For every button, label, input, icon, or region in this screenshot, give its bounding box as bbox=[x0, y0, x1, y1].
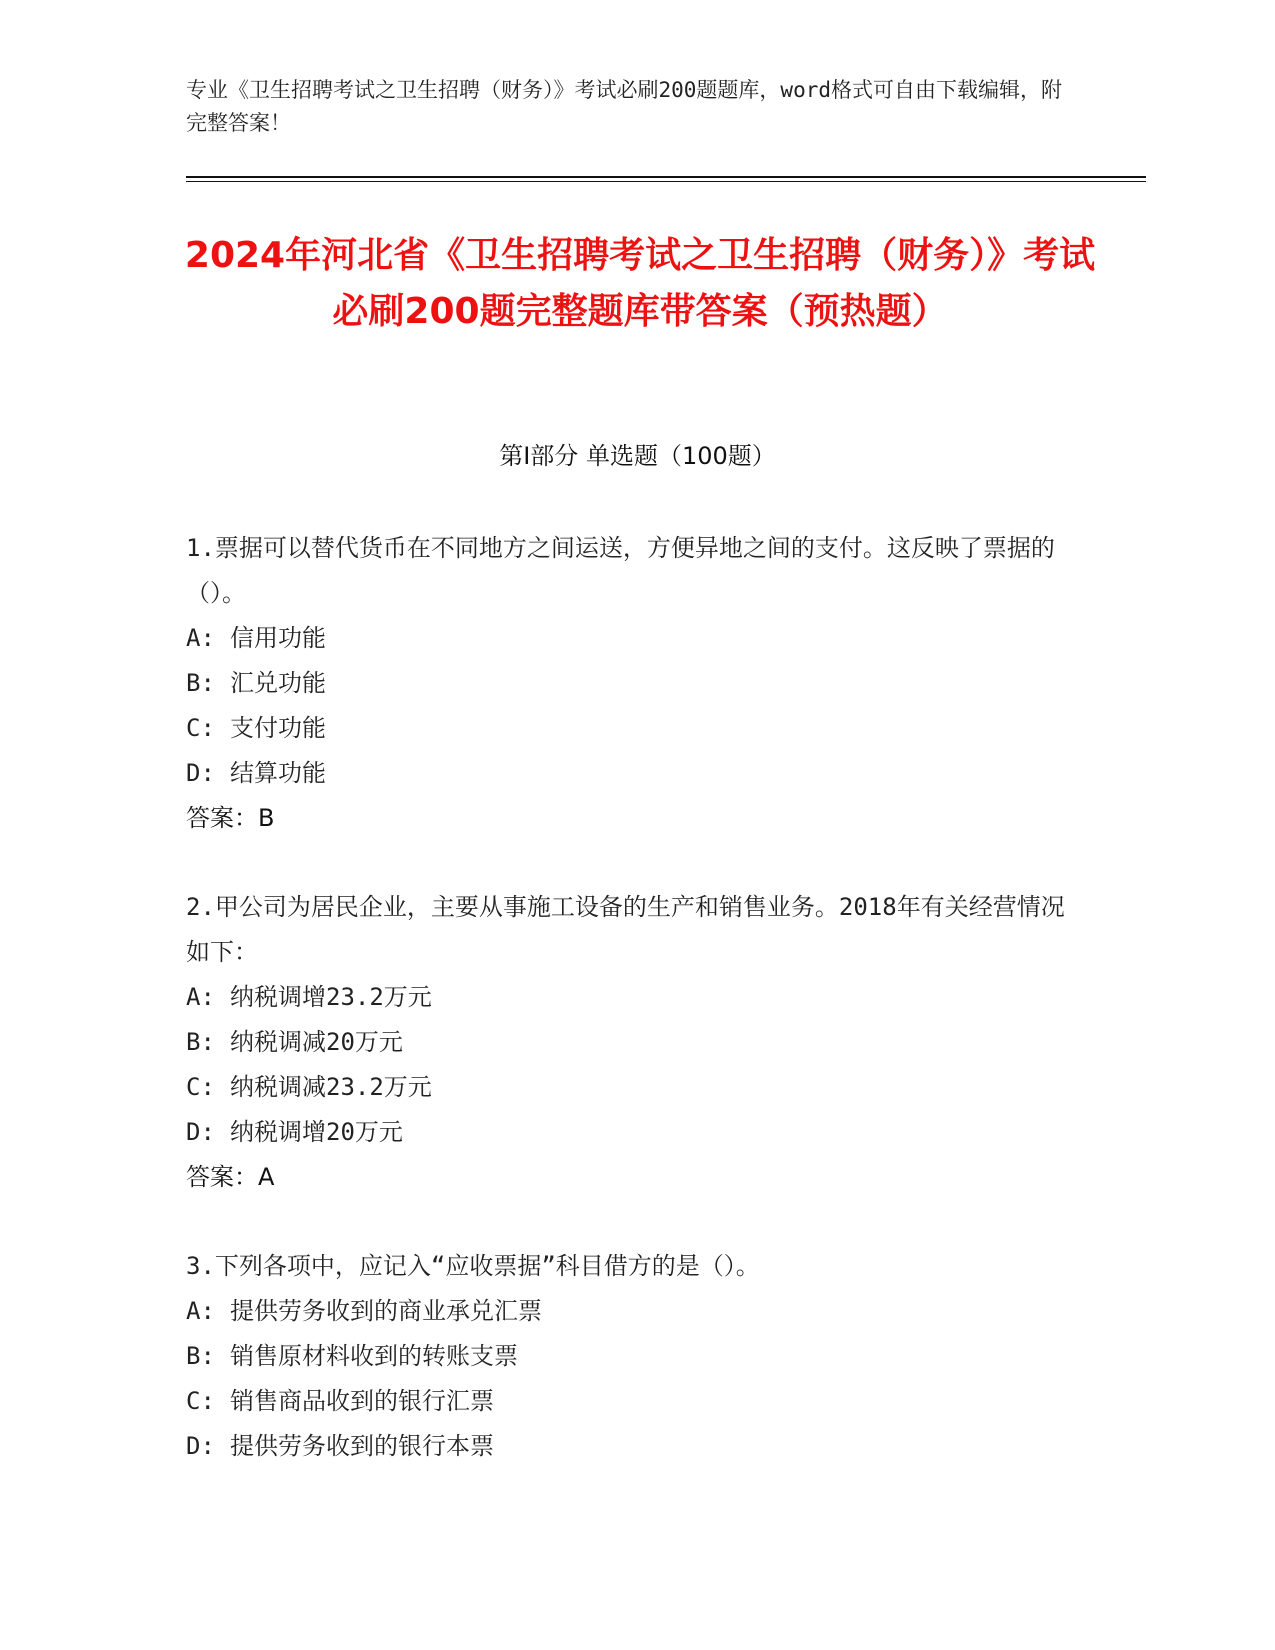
question-stem: 1.票据可以替代货币在不同地方之间运送，方便异地之间的支付。这反映了票据的（）。 bbox=[186, 534, 1055, 607]
option-d bbox=[186, 1110, 1076, 1155]
option-text: 纳税调减20万元 bbox=[230, 1028, 403, 1056]
question-1 bbox=[186, 526, 1076, 841]
question-stem: 2.甲公司为居民企业，主要从事施工设备的生产和销售业务。2018年有关经营情况如下： bbox=[186, 893, 1065, 966]
option-key: A: bbox=[186, 983, 215, 1011]
document-title: 2024年河北省《卫生招聘考试之卫生招聘（财务）》考试必刷200题完整题库带答案（预热题） bbox=[184, 235, 1096, 332]
option-text: 支付功能 bbox=[230, 714, 326, 742]
option-a bbox=[186, 1289, 1076, 1334]
option-text: 纳税调增23.2万元 bbox=[230, 983, 432, 1011]
option-key: B: bbox=[186, 1342, 215, 1370]
option-key: C: bbox=[186, 1387, 215, 1415]
option-text: 汇兑功能 bbox=[230, 669, 326, 697]
option-text: 销售商品收到的银行汇票 bbox=[230, 1387, 494, 1415]
option-key: A: bbox=[186, 624, 215, 652]
question-stem: 3.下列各项中，应记入“应收票据”科目借方的是（）。 bbox=[186, 1252, 760, 1280]
option-c bbox=[186, 1379, 1076, 1424]
option-d bbox=[186, 751, 1076, 796]
option-key: C: bbox=[186, 1073, 215, 1101]
option-key: C: bbox=[186, 714, 215, 742]
option-text: 销售原材料收到的转账支票 bbox=[230, 1342, 518, 1370]
option-b bbox=[186, 1020, 1076, 1065]
header-divider-thick bbox=[186, 176, 1146, 178]
option-text: 提供劳务收到的商业承兑汇票 bbox=[230, 1297, 542, 1325]
option-text: 纳税调减23.2万元 bbox=[230, 1073, 432, 1101]
option-key: D: bbox=[186, 759, 215, 787]
option-key: B: bbox=[186, 1028, 215, 1056]
option-key: D: bbox=[186, 1118, 215, 1146]
question-2 bbox=[186, 885, 1076, 1200]
option-key: D: bbox=[186, 1432, 215, 1460]
option-text: 提供劳务收到的银行本票 bbox=[230, 1432, 494, 1460]
answer-line: 答案：A bbox=[186, 1163, 275, 1191]
question-list bbox=[186, 526, 1076, 1513]
option-text: 结算功能 bbox=[230, 759, 326, 787]
section-heading: 第I部分 单选题（100题） bbox=[499, 442, 776, 470]
answer-line: 答案：B bbox=[186, 804, 275, 832]
option-key: A: bbox=[186, 1297, 215, 1325]
question-3 bbox=[186, 1244, 1076, 1469]
header-note: 专业《卫生招聘考试之卫生招聘（财务）》考试必刷200题题库，word格式可自由下载编辑，附完整答案！ bbox=[186, 78, 1062, 135]
option-b bbox=[186, 661, 1076, 706]
option-a bbox=[186, 616, 1076, 661]
option-a bbox=[186, 975, 1076, 1020]
option-text: 纳税调增20万元 bbox=[230, 1118, 403, 1146]
option-c bbox=[186, 1065, 1076, 1110]
option-key: B: bbox=[186, 669, 215, 697]
option-d bbox=[186, 1424, 1076, 1469]
option-b bbox=[186, 1334, 1076, 1379]
option-c bbox=[186, 706, 1076, 751]
option-text: 信用功能 bbox=[230, 624, 326, 652]
header-divider-thin bbox=[186, 181, 1146, 182]
